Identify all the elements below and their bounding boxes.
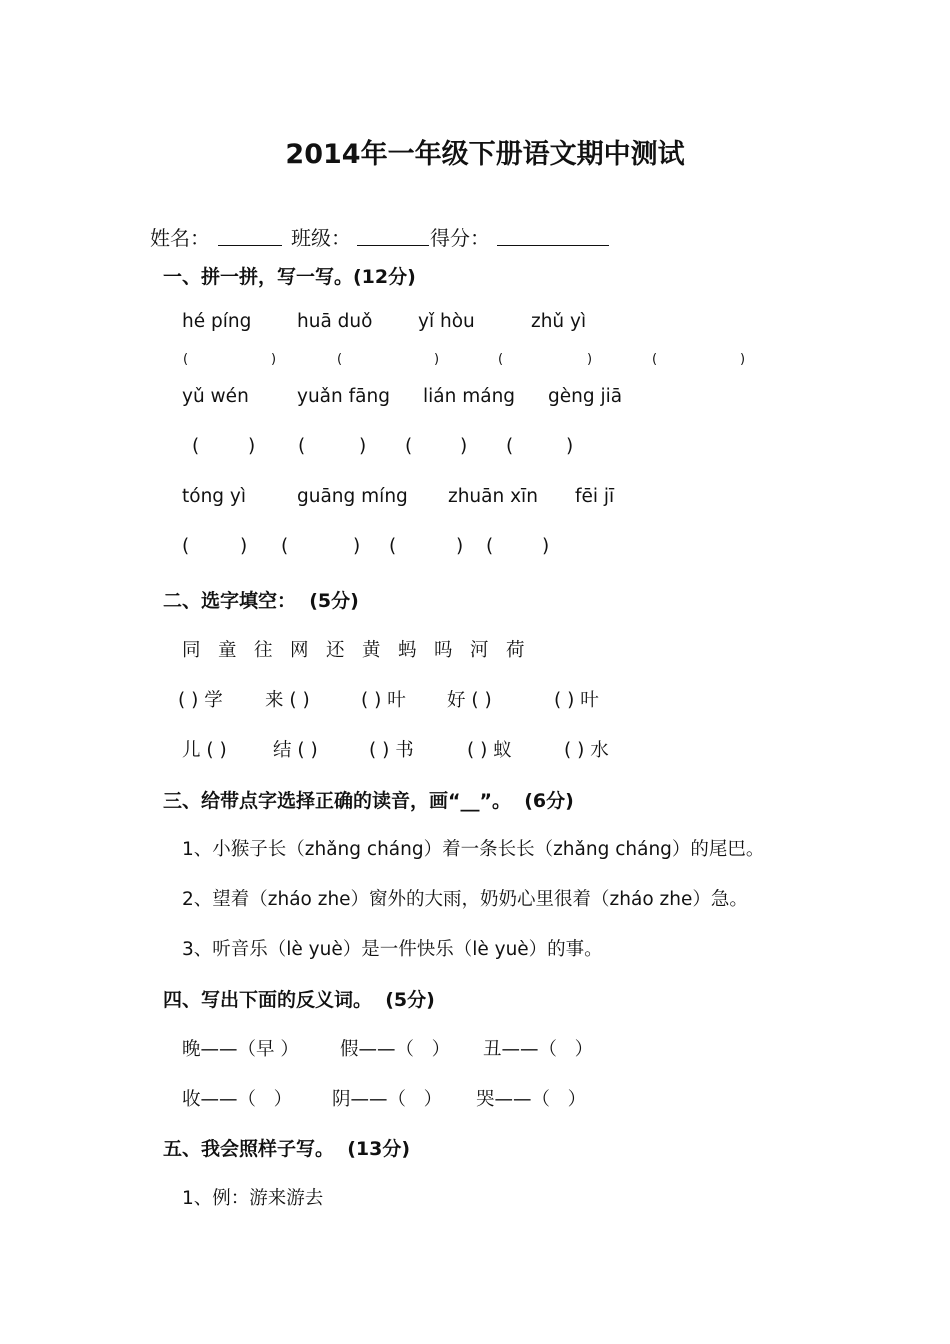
example-item: 1、例：游来游去 [182, 1188, 324, 1209]
paren-close: ) [587, 352, 593, 367]
char-option: 荷 [506, 640, 525, 661]
fill-item: ( ) 书 [369, 740, 414, 761]
class-label: 班级： [291, 226, 351, 250]
char-option: 网 [290, 640, 309, 661]
fill-item: 来 ( ) [265, 690, 310, 711]
paren-open: ( [405, 436, 413, 457]
pinyin-item: tóng yì [182, 486, 247, 507]
paren-open: ( [486, 536, 494, 557]
section5-heading: 五、我会照样子写。 (13分) [163, 1138, 411, 1160]
score-blank[interactable] [497, 245, 609, 246]
name-blank[interactable] [218, 245, 282, 246]
char-option: 童 [218, 640, 237, 661]
char-option: 往 [254, 640, 273, 661]
score-label: 得分： [430, 226, 490, 250]
section1-heading: 一、拼一拼，写一写。(12分) [163, 266, 416, 288]
paren-open: ( [337, 352, 343, 367]
antonym-item: 晚——（早 ） [182, 1039, 299, 1060]
paren-open: ( [389, 536, 397, 557]
pinyin-item: zhǔ yì [531, 311, 587, 332]
paren-close: ) [456, 536, 464, 557]
paren-close: ) [353, 536, 361, 557]
fill-item: 好 ( ) [447, 690, 492, 711]
paren-close: ) [460, 436, 468, 457]
pinyin-item: yuǎn fāng [297, 386, 390, 407]
reading-item: 1、小猴子长（zhǎng cháng）着一条长长（zhǎng cháng）的尾巴。 [182, 839, 765, 860]
paren-close: ) [566, 436, 574, 457]
pinyin-item: guāng míng [297, 486, 408, 507]
pinyin-item: yǔ wén [182, 386, 249, 407]
char-option: 黄 [362, 640, 381, 661]
char-option: 还 [326, 640, 345, 661]
fill-item: ( ) 水 [564, 740, 609, 761]
fill-item: 儿 ( ) [182, 740, 227, 761]
paren-close: ) [542, 536, 550, 557]
char-option: 蚂 [398, 640, 417, 661]
class-blank[interactable] [357, 245, 429, 246]
paren-close: ) [434, 352, 440, 367]
pinyin-item: yǐ hòu [418, 311, 475, 332]
reading-item: 2、望着（zháo zhe）窗外的大雨，奶奶心里很着（zháo zhe）急。 [182, 889, 748, 910]
reading-item: 3、听音乐（lè yuè）是一件快乐（lè yuè）的事。 [182, 939, 603, 960]
paren-close: ) [248, 436, 256, 457]
fill-item: ( ) 叶 [554, 690, 599, 711]
fill-item: 结 ( ) [273, 740, 318, 761]
fill-item: ( ) 叶 [361, 690, 406, 711]
name-label: 姓名： [150, 226, 210, 250]
pinyin-item: hé píng [182, 311, 252, 332]
char-option: 吗 [434, 640, 453, 661]
antonym-item: 假——（ ） [340, 1039, 451, 1060]
pinyin-item: lián máng [423, 386, 516, 407]
paren-close: ) [740, 352, 746, 367]
char-option: 河 [470, 640, 489, 661]
pinyin-item: zhuān xīn [448, 486, 538, 507]
antonym-item: 哭——（ ） [476, 1089, 587, 1110]
pinyin-item: huā duǒ [297, 311, 373, 332]
section4-heading: 四、写出下面的反义词。 (5分) [163, 989, 435, 1011]
paren-open: ( [192, 436, 200, 457]
paren-open: ( [183, 352, 189, 367]
antonym-item: 收——（ ） [182, 1089, 293, 1110]
section3-heading: 三、给带点字选择正确的读音，画“__”。 (6分) [163, 790, 574, 812]
paren-open: ( [281, 536, 289, 557]
antonym-item: 丑——（ ） [483, 1039, 594, 1060]
antonym-item: 阴——（ ） [332, 1089, 443, 1110]
char-option: 同 [182, 640, 201, 661]
paren-open: ( [182, 536, 190, 557]
pinyin-item: gèng jiā [548, 386, 623, 407]
paren-close: ) [271, 352, 277, 367]
fill-item: ( ) 学 [178, 690, 223, 711]
paren-close: ) [240, 536, 248, 557]
fill-item: ( ) 蚁 [467, 740, 512, 761]
pinyin-item: fēi jī [575, 486, 615, 507]
paren-open: ( [498, 352, 504, 367]
paren-close: ) [359, 436, 367, 457]
page-title: 2014年一年级下册语文期中测试 [285, 139, 685, 170]
paren-open: ( [298, 436, 306, 457]
section2-heading: 二、选字填空： (5分) [163, 590, 359, 612]
paren-open: ( [506, 436, 514, 457]
paren-open: ( [652, 352, 658, 367]
